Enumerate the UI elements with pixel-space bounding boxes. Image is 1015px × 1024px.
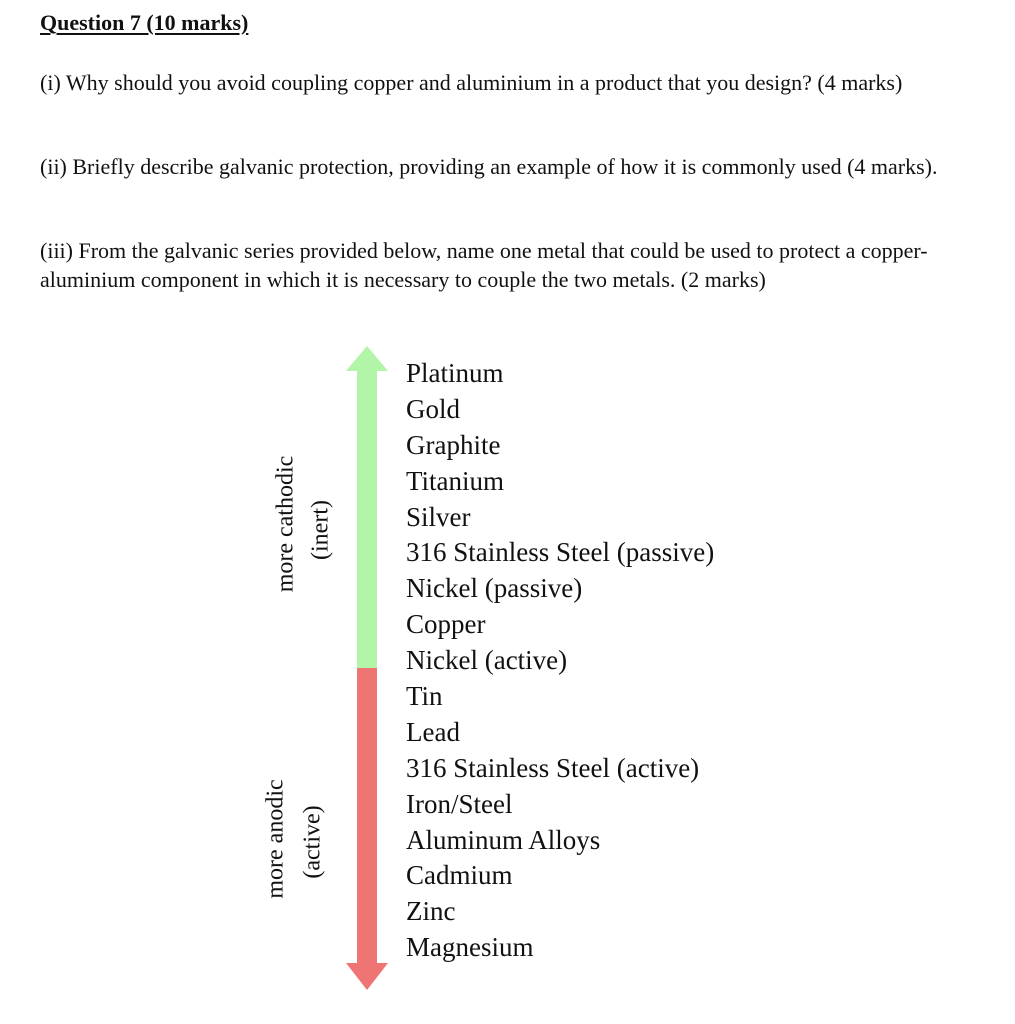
metal-item: 316 Stainless Steel (active) [406,752,700,783]
metal-item: 316 Stainless Steel (passive) [406,537,715,568]
metal-item: Silver [406,501,471,532]
question-part-ii: (ii) Briefly describe galvanic protection, providing an example of how it is commonly used (4 marks). [40,154,938,179]
anodic-arrow-head [346,963,388,990]
metal-item: Titanium [406,465,505,496]
galvanic-series-list [406,356,714,966]
metal-item: Iron/Steel [406,788,513,819]
cathodic-arrow-head [346,346,388,371]
cathodic-sub-label: (inert) [307,500,334,560]
metal-item: Cadmium [406,860,513,891]
metal-item: Platinum [406,358,504,388]
metal-item: Lead [406,716,460,747]
metal-item: Aluminum Alloys [406,824,601,855]
anodic-sub-label: (active) [299,805,326,879]
metal-item: Tin [406,681,443,712]
cathodic-arrow-shaft [357,368,377,668]
metal-item: Copper [406,609,486,640]
metal-item: Graphite [406,429,501,460]
anodic-arrow-shaft [357,668,377,966]
question-part-iii: (iii) From the galvanic series provided below, name one metal that could be used to protect a copper-aluminium component in which it is necessary to couple the two metals. (2 marks) [40,238,928,292]
question-title: Question 7 (10 marks) [40,10,249,35]
metal-item: Nickel (passive) [406,573,583,604]
metal-item: Gold [406,393,460,424]
metal-item: Zinc [406,896,456,927]
anodic-label: more anodic [262,779,289,899]
metal-item: Magnesium [406,932,534,963]
metal-item: Nickel (active) [406,645,568,676]
cathodic-label: more cathodic [272,455,299,593]
question-part-i: (i) Why should you avoid coupling copper and aluminium in a product that you design? (4 marks) [40,70,903,95]
